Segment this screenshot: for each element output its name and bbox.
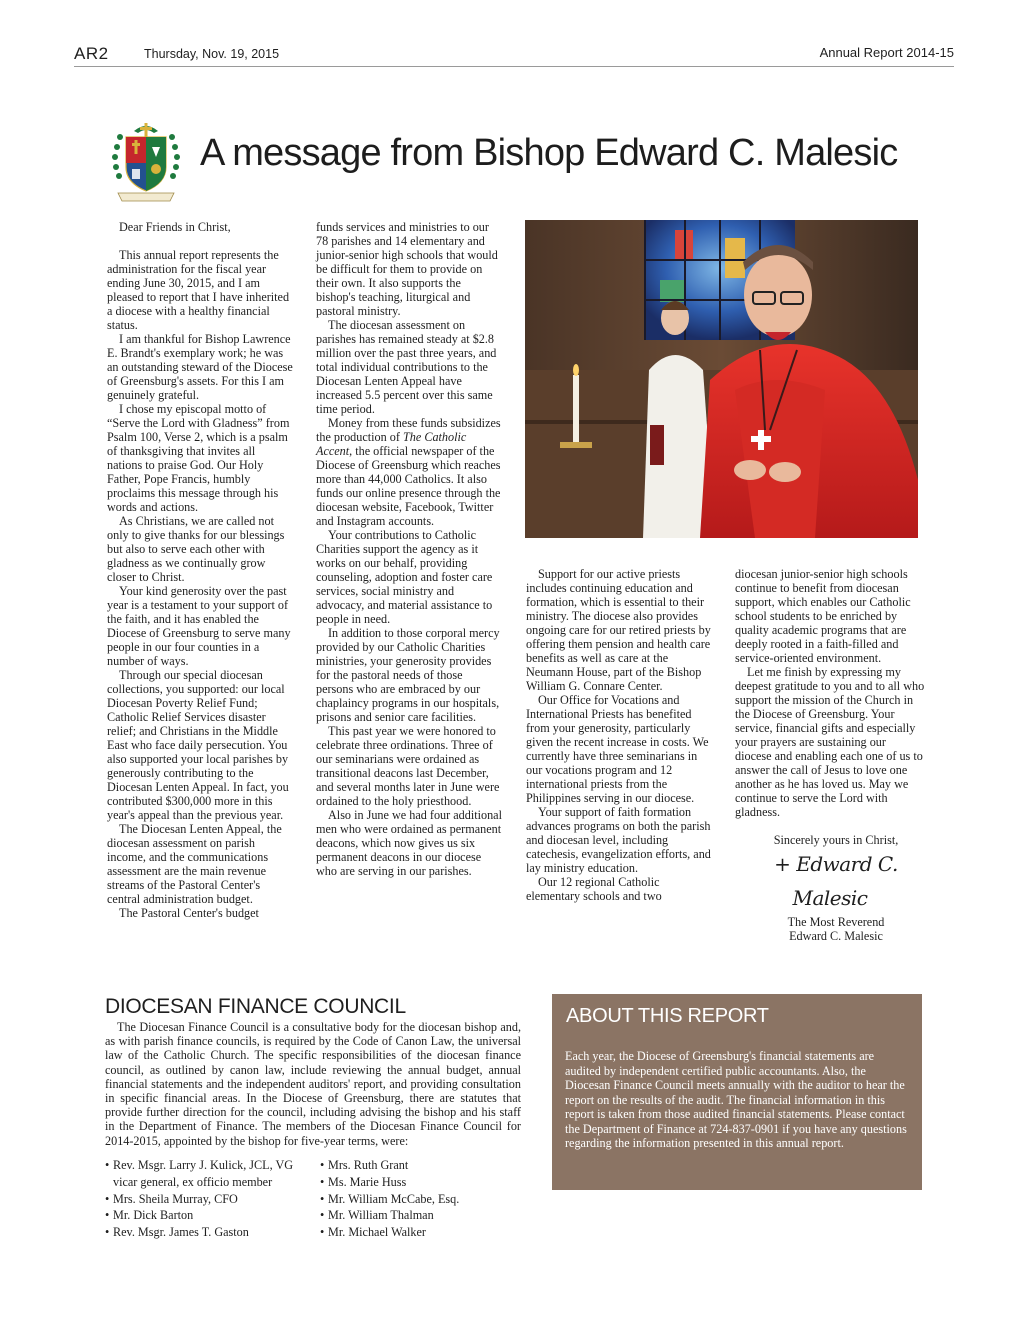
paragraph: Also in June we had four additional men who were ordained as permanent deacons, which now gives us six permanent deacons in our diocese who are serving in our parishes.: [316, 808, 502, 878]
list-item: • Mrs. Ruth Grant: [320, 1157, 520, 1174]
paragraph: I chose my episcopal motto of “Serve the Lord with Gladness” from Psalm 100, Verse 2, which is a psalm of thanksgiving that invites all nations to praise God. Our Holy Father, Pope Francis, humbly proclaims this message through his words and actions.: [107, 402, 290, 514]
issue-date: Thursday, Nov. 19, 2015: [144, 47, 280, 61]
paragraph: I am thankful for Bishop Lawrence E. Brandt's exemplary work; he was an outstanding steward of the Diocese of Greensburg's assets. For this I am genuinely grateful.: [107, 332, 293, 402]
closing: Sincerely yours in Christ,: [773, 833, 899, 847]
paragraph: Through our special diocesan collections, you supported: our local Diocesan Poverty Relief Fund; Catholic Relief Services disaster relief; and Christians in the Middle East who face daily persecution. You also supported your local parishes by generously contributing to the Diocesan Lenten Appeal. In fact, you contributed $300,000 more in this year's appeal than the previous year.: [107, 668, 289, 822]
members-list-right: [320, 1157, 520, 1241]
signature: + Edward C. Malesic: [774, 852, 898, 910]
newspaper-title: The Catholic Accent: [316, 430, 467, 458]
article-column-1: [107, 220, 293, 920]
list-item: • Mr. William McCabe, Esq.: [320, 1191, 520, 1208]
paragraph: The Diocesan Finance Council is a consultative body for the diocesan bishop and, as with parish finance councils, is required by the Code of Canon Law, the universal law of the Catholic Church. The specific responsibilities of the diocesan finance council, as outlined by canon law, include reviewing the annual budget, annual financial statements and the independent auditors' report, and providing consultation in specific financial areas. In the Diocese of Greensburg, there are statutes that provide further direction for the council, including advising the bishop and his staff in the Department of Finance. The members of the Diocesan Finance Council for 2014-2015, appointed by the bishop for five-year terms, were:: [105, 1020, 521, 1148]
paragraph: The diocesan assessment on parishes has remained steady at $2.8 million over the past three years, and total individual contributions to the Diocesan Lenten Appeal have increased 5.5 percent over this same time period.: [316, 318, 497, 416]
section-name: Annual Report 2014-15: [819, 45, 954, 60]
list-item: • Mrs. Sheila Murray, CFO: [105, 1191, 295, 1208]
list-item: • Mr. Michael Walker: [320, 1224, 520, 1241]
paragraph: The Diocesan Lenten Appeal, the diocesan assessment on parish income, and the communications assessment are the main revenue streams of the Pastoral Center's central administration budget.: [107, 822, 282, 906]
paragraph: As Christians, we are called not only to give thanks for our blessings but also to serve each other with gladness as we continually grow closer to Christ.: [107, 514, 285, 584]
list-item: • Mr. William Thalman: [320, 1207, 520, 1224]
coat-of-arms-icon: [110, 117, 182, 203]
paragraph: This past year we were honored to celebrate three ordinations. Three of our seminarians were ordained as transitional deacons last December, and several months later in June were ordained to the holy priesthood.: [316, 724, 500, 808]
paragraph: diocesan junior-senior high schools continue to benefit from diocesan support, which enables our Catholic school students to be enriched by quality academic programs that are deeply rooted in a faith-filled and service-oriented environment.: [735, 567, 911, 665]
paragraph: The Pastoral Center's budget: [119, 906, 259, 920]
paragraph: funds services and ministries to our 78 parishes and 14 elementary and junior-senior high schools that would be difficult for them to provide on their own. It also supports the bishop's teaching, liturgical and pastoral ministry.: [316, 220, 498, 318]
text-span: , the official newspaper of the Diocese of Greensburg which reaches more than 44,000 Catholics. It also funds our online presence through the diocesan website, Facebook, Twitter and Instagram accounts.: [316, 444, 501, 528]
paragraph: Your contributions to Catholic Charities support the agency as it works on our behalf, providing counseling, adoption and foster care services, social ministry and advocacy, and material assistance to people in need.: [316, 528, 493, 626]
paragraph: Let me finish by expressing my deepest gratitude to you and to all who support the mission of the Church in the Diocese of Greensburg. Your service, financial gifts and especially your prayers are sustaining our diocese and enabling each one of us to answer the call of Jesus to love one another as he has loved us. May we continue to serve the Lord with gladness.: [735, 665, 925, 819]
finance-council-title: DIOCESAN FINANCE COUNCIL: [105, 995, 406, 1018]
paragraph: Our Office for Vocations and International Priests has benefited from your generosity, particularly given the recent increase in costs. We currently have three seminarians in our vocations program and 12 international priests from the Philippines serving in our diocese.: [526, 693, 709, 805]
about-report-title: ABOUT THIS REPORT: [566, 1005, 769, 1027]
about-report-body: Each year, the Diocese of Greensburg's financial statements are audited by independent certified public accountants. Also, the Diocesan Finance Council meets annually with the auditor to hear the report on the results of the audit. The financial information in this report is taken from those audited financial statements. Please contact the Department of Finance at 724-837-0901 if you have any questions regarding the information presented in this annual report.: [565, 1049, 907, 1150]
list-item: • Rev. Msgr. Larry J. Kulick, JCL, VG vicar general, ex officio member: [105, 1157, 295, 1191]
paragraph: This annual report represents the administration for the fiscal year ending June 30, 2015, and I am pleased to report that I have inherited a diocese with a healthy financial status.: [107, 248, 290, 332]
article-column-2: [316, 220, 502, 878]
page-number: AR2: [74, 44, 109, 63]
page-header: [74, 44, 954, 67]
list-item: • Rev. Msgr. James T. Gaston: [105, 1224, 295, 1241]
paragraph: In addition to those corporal mercy provided by our Catholic Charities ministries, your generosity provides for the pastoral needs of those persons who are embraced by our chaplaincy programs in our hospitals, prisons and senior care facilities.: [316, 626, 500, 724]
signature-block: [735, 833, 925, 943]
signer-title: The Most Reverend: [787, 915, 885, 929]
paragraph: Support for our active priests includes continuing education and formation, which is essential to their ministry. The diocese also provides ongoing care for our retired priests by offering them pension and health care benefits as well as care at the Neumann House, part of the Bishop William G. Connare Center.: [526, 567, 711, 693]
article-column-3: [526, 567, 716, 903]
salutation: Dear Friends in Christ,: [119, 220, 231, 234]
text-span: Money from these funds subsidizes the production of: [316, 416, 501, 444]
about-report-box: [552, 994, 922, 1190]
bishop-photo: [525, 220, 918, 538]
list-item: • Mr. Dick Barton: [105, 1207, 295, 1224]
paragraph: [316, 416, 502, 528]
finance-council-body: [105, 1020, 521, 1148]
paragraph: Your support of faith formation advances programs on both the parish and diocesan level, including catechesis, evangelization efforts, and lay ministry education.: [526, 805, 711, 875]
paragraph: Your kind generosity over the past year is a testament to your support of the faith, and it has enabled the Diocese of Greensburg to serve many people in our four counties in a number of ways.: [107, 584, 291, 668]
article-column-4: [735, 567, 925, 943]
signer-name: Edward C. Malesic: [789, 929, 883, 943]
members-list-left: [105, 1157, 295, 1241]
article-title: A message from Bishop Edward C. Malesic: [200, 132, 898, 174]
paragraph: Our 12 regional Catholic elementary schools and two: [526, 875, 662, 903]
list-item: • Ms. Marie Huss: [320, 1174, 520, 1191]
